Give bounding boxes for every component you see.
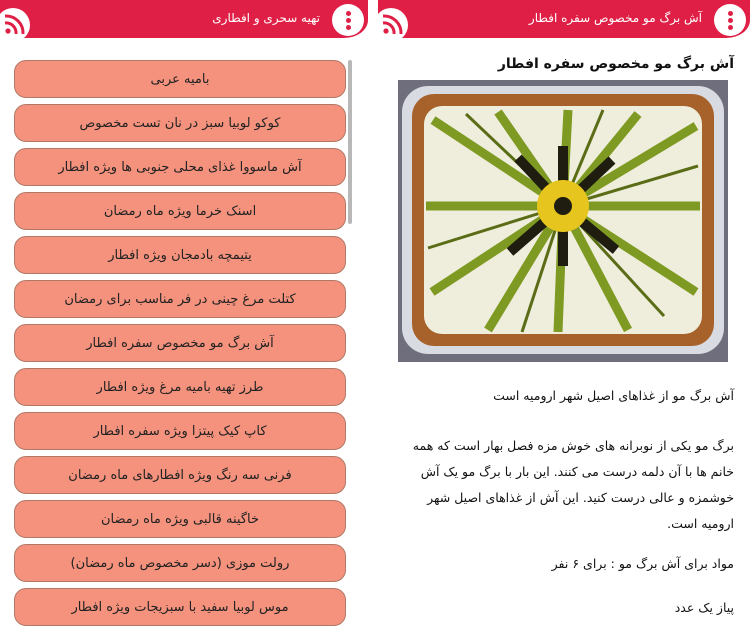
menu-dot (346, 18, 351, 23)
screen-divider (368, 0, 378, 626)
recipe-list-item[interactable]: خاگینه قالبی ویژه ماه رمضان (14, 500, 346, 538)
menu-dot (728, 25, 733, 30)
more-vert-icon[interactable] (332, 4, 364, 36)
menu-dot (728, 11, 733, 16)
recipe-list (14, 60, 346, 626)
menu-dot (346, 11, 351, 16)
app-bar-title: آش برگ مو مخصوص سفره افطار (528, 11, 702, 25)
recipe-list-item[interactable]: طرز تهیه بامیه مرغ ویژه افطار (14, 368, 346, 406)
recipe-list-item[interactable]: آش برگ مو مخصوص سفره افطار (14, 324, 346, 362)
app-bar-title: تهیه سحری و افطاری (212, 11, 320, 25)
menu-dot (346, 25, 351, 30)
recipe-list-item[interactable]: رولت موزی (دسر مخصوص ماه رمضان) (14, 544, 346, 582)
recipe-list-item[interactable]: آش ماسووا غذای محلی جنوبی ها ویژه افطار (14, 148, 346, 186)
list-scrollbar[interactable] (348, 60, 352, 224)
menu-dot (728, 18, 733, 23)
recipe-list-item[interactable]: یتیمچه بادمجان ویژه افطار (14, 236, 346, 274)
recipe-list-item[interactable]: بامیه عربی (14, 60, 346, 98)
servings-text: مواد برای آش برگ مو : برای ۶ نفر (551, 556, 734, 571)
recipe-title: آش برگ مو مخصوص سفره افطار (497, 56, 734, 72)
rss-icon[interactable] (0, 8, 30, 42)
ingredient-text: پیاز یک عدد (674, 600, 734, 615)
recipe-list-item[interactable]: کاپ کیک پیتزا ویژه سفره افطار (14, 412, 346, 450)
app-bar (378, 0, 750, 38)
recipe-description: برگ مو یکی از نوبرانه های خوش مزه فصل بهار است که همه خانم ها با آن دلمه درست می کنند. این بار با برگ مو یک آش خوشمزه و عالی درست کنید. این آش از غذاهای اصیل شهر ارومیه است. (412, 438, 734, 531)
recipe-photo (398, 80, 728, 362)
recipe-list-screen (0, 0, 368, 626)
recipe-list-item[interactable]: موس لوبیا سفید با سبزیجات ویژه افطار (14, 588, 346, 626)
recipe-list-item[interactable]: فرنی سه رنگ ویژه افطارهای ماه رمضان (14, 456, 346, 494)
recipe-detail-screen (378, 0, 750, 626)
recipe-list-item[interactable]: کوکو لوبیا سبز در نان تست مخصوص (14, 104, 346, 142)
recipe-list-item[interactable]: اسنک خرما ویژه ماه رمضان (14, 192, 346, 230)
more-vert-icon[interactable] (714, 4, 746, 36)
app-bar (0, 0, 368, 38)
recipe-caption: آش برگ مو از غذاهای اصیل شهر ارومیه است (493, 388, 734, 403)
recipe-list-item[interactable]: کتلت مرغ چینی در فر مناسب برای رمضان (14, 280, 346, 318)
rss-icon[interactable] (378, 8, 408, 42)
